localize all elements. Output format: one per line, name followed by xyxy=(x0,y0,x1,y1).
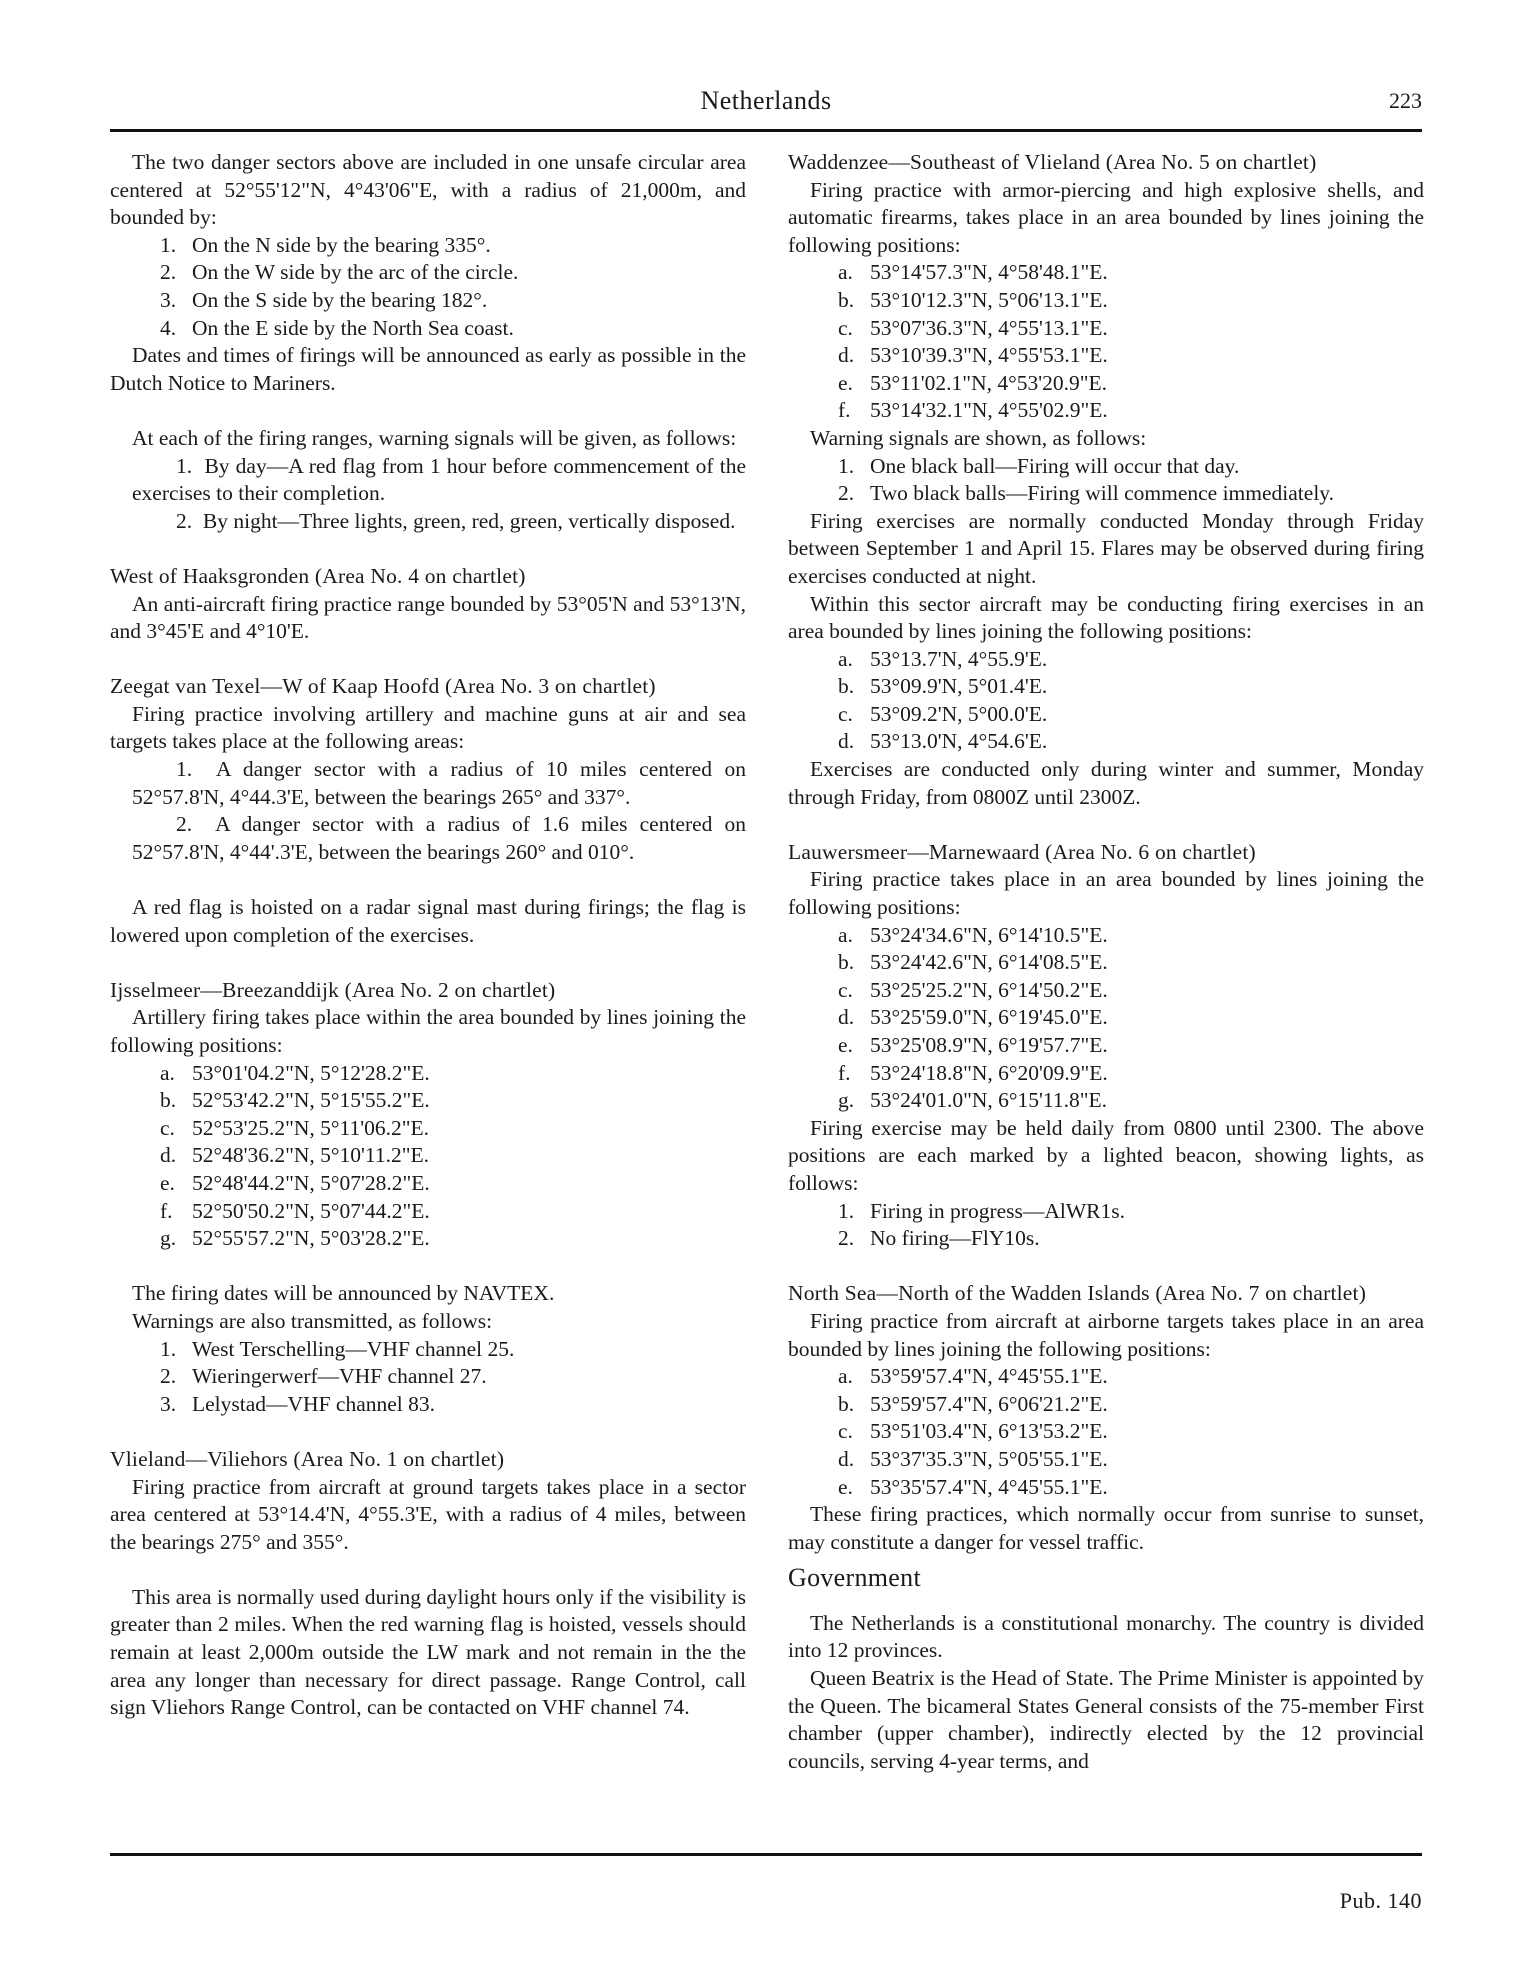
list-item: c. 53°51'03.4"N, 6°13'53.2"E. xyxy=(838,1419,1108,1444)
lights-list xyxy=(788,1198,1424,1253)
list-item: c. 53°25'25.2"N, 6°14'50.2"E. xyxy=(838,977,1108,1002)
positions-list xyxy=(788,1363,1424,1501)
list-item: 2. On the W side by the arc of the circle. xyxy=(160,260,519,285)
signals-intro: Warning signals are shown, as follows: xyxy=(810,425,1147,450)
list-item: 1. A danger sector with a radius of 10 miles centered on 52°57.8'N, 4°44.3'E, between the bearings 265° and 337°. xyxy=(132,757,746,809)
list-item: d. 53°25'59.0"N, 6°19'45.0"E. xyxy=(838,1005,1108,1030)
list-item: e. 53°11'02.1"N, 4°53'20.9"E. xyxy=(838,370,1107,395)
list-item: d. 53°37'35.3"N, 5°05'55.1"E. xyxy=(838,1446,1108,1471)
list-item: 2. By night—Three lights, green, red, green, vertically disposed. xyxy=(176,508,736,533)
section-heading-area-7: North Sea—North of the Wadden Islands (Area No. 7 on chartlet) xyxy=(788,1281,1367,1306)
list-item: b. 53°59'57.4"N, 6°06'21.2"E. xyxy=(838,1391,1108,1416)
section-heading-area-3: Zeegat van Texel—W of Kaap Hoofd (Area No. 3 on chartlet) xyxy=(110,674,656,699)
warnings-paragraph: Warnings are also transmitted, as follows: xyxy=(132,1308,493,1333)
list-item: b. 53°10'12.3"N, 5°06'13.1"E. xyxy=(838,287,1108,312)
list-item: a. 53°01'04.2"N, 5°12'28.2"E. xyxy=(160,1060,430,1085)
bounds-list xyxy=(110,232,746,342)
list-item: 1. One black ball—Firing will occur that day. xyxy=(838,453,1240,478)
area-2-paragraph: Artillery firing takes place within the area bounded by lines joining the following positions: xyxy=(110,1005,746,1057)
positions-list xyxy=(788,259,1424,425)
list-item: f. 53°24'18.8"N, 6°20'09.9"E. xyxy=(838,1060,1108,1085)
list-item: b. 52°53'42.2"N, 5°15'55.2"E. xyxy=(160,1088,430,1113)
section-heading-area-1: Vlieland—Viliehors (Area No. 1 on chartlet) xyxy=(110,1446,505,1471)
list-item: 4. On the E side by the North Sea coast. xyxy=(160,315,514,340)
list-item: f. 53°14'32.1"N, 4°55'02.9"E. xyxy=(838,398,1108,423)
list-item: g. 52°55'57.2"N, 5°03'28.2"E. xyxy=(160,1226,430,1251)
list-item: 1. Firing in progress—AlWR1s. xyxy=(838,1198,1126,1223)
page-header xyxy=(110,86,1422,122)
aircraft-sector-paragraph: Within this sector aircraft may be conducting firing exercises in an area bounded by lines joining the following positions: xyxy=(788,591,1424,644)
exercise-times-paragraph: Exercises are conducted only during winter and summer, Monday through Friday, from 0800Z until 2300Z. xyxy=(788,757,1424,809)
list-item: a. 53°13.7'N, 4°55.9'E. xyxy=(838,646,1048,671)
list-item: 2. Two black balls—Firing will commence immediately. xyxy=(838,481,1335,506)
area-4-paragraph: An anti-aircraft firing practice range bounded by 53°05'N and 53°13'N, and 3°45'E and 4°10'E. xyxy=(110,591,746,644)
section-heading-area-2: Ijsselmeer—Breezanddijk (Area No. 2 on chartlet) xyxy=(110,977,556,1002)
page-title: Netherlands xyxy=(700,86,832,115)
area-1-paragraph: Firing practice from aircraft at ground targets takes place in a sector area centered at 53°14.4'N, 4°55.3'E, with a radius of 4 miles, between the bearings 275° and 355°. xyxy=(110,1474,746,1554)
list-item: e. 52°48'44.2"N, 5°07'28.2"E. xyxy=(160,1170,430,1195)
notice-paragraph: Dates and times of firings will be announced as early as possible in the Dutch Notice to Mariners. xyxy=(110,343,746,395)
positions-list xyxy=(110,1060,746,1253)
sunrise-paragraph: These firing practices, which normally occur from sunrise to sunset, may constitute a danger for vessel traffic. xyxy=(788,1502,1424,1554)
right-column xyxy=(788,149,1424,1775)
section-heading-area-6: Lauwersmeer—Marnewaard (Area No. 6 on chartlet) xyxy=(788,839,1256,864)
list-item: c. 52°53'25.2"N, 5°11'06.2"E. xyxy=(160,1115,429,1140)
publication-label: Pub. 140 xyxy=(1339,1888,1422,1913)
section-heading-area-4: West of Haaksgronden (Area No. 4 on chartlet) xyxy=(110,563,526,588)
signals-list xyxy=(788,453,1424,508)
exercise-schedule-paragraph: Firing exercises are normally conducted Monday through Friday between September 1 and April 15. Flares may be observed during firing exercises conducted at night. xyxy=(788,508,1424,588)
list-item: 3. Lelystad—VHF channel 83. xyxy=(160,1391,436,1416)
intro-paragraph: The two danger sectors above are included in one unsafe circular area centered at 52°55'12"N, 4°43'06"E, with a radius of 21,000m, and bounded by: xyxy=(110,150,746,230)
area-7-paragraph: Firing practice from aircraft at airborne targets takes place in an area bounded by lines joining the following positions: xyxy=(788,1308,1424,1361)
section-heading-area-5: Waddenzee—Southeast of Vlieland (Area No. 5 on chartlet) xyxy=(788,150,1317,174)
list-item: d. 52°48'36.2"N, 5°10'11.2"E. xyxy=(160,1143,429,1168)
range-control-paragraph: This area is normally used during daylight hours only if the visibility is greater than 2 miles. When the red warning flag is hoisted, vessels should remain at least 2,000m outside the LW mark and not remain in the the area any longer than necessary for direct passage. Range Control, call sign Vliehors Range Control, can be contacted on VHF channel 74. xyxy=(110,1584,746,1720)
list-item: e. 53°25'08.9"N, 6°19'57.7"E. xyxy=(838,1033,1108,1057)
list-item: a. 53°59'57.4"N, 4°45'55.1"E. xyxy=(838,1364,1108,1389)
area-5-paragraph: Firing practice with armor-piercing and high explosive shells, and automatic firearms, takes place in an area bounded by lines joining the following positions: xyxy=(788,177,1424,257)
list-item: d. 53°13.0'N, 4°54.6'E. xyxy=(838,729,1048,754)
positions-list xyxy=(788,922,1424,1115)
list-item: 2. A danger sector with a radius of 1.6 miles centered on 52°57.8'N, 4°44'.3'E, between the bearings 260° and 010°. xyxy=(132,812,746,864)
list-item: 1. By day—A red flag from 1 hour before commencement of the exercises to their completion. xyxy=(132,453,746,506)
left-column xyxy=(110,149,746,1722)
list-item: b. 53°09.9'N, 5°01.4'E. xyxy=(838,674,1048,699)
list-item: 1. West Terschelling—VHF channel 25. xyxy=(160,1336,515,1361)
header-rule xyxy=(110,129,1422,132)
list-item: g. 53°24'01.0"N, 6°15'11.8"E. xyxy=(838,1088,1107,1113)
positions-list xyxy=(788,646,1424,756)
list-item: f. 52°50'50.2"N, 5°07'44.2"E. xyxy=(160,1198,430,1223)
red-flag-paragraph: A red flag is hoisted on a radar signal mast during firings; the flag is lowered upon completion of the exercises. xyxy=(110,895,746,947)
warning-signals-paragraph: At each of the firing ranges, warning signals will be given, as follows: xyxy=(132,425,737,450)
list-item: e. 53°35'57.4"N, 4°45'55.1"E. xyxy=(838,1474,1108,1499)
section-title-government: Government xyxy=(788,1563,921,1593)
area-3-paragraph: Firing practice involving artillery and machine guns at air and sea targets takes place at the following areas: xyxy=(110,701,746,754)
list-item: 2. Wieringerwerf—VHF channel 27. xyxy=(160,1364,487,1389)
list-item: a. 53°14'57.3"N, 4°58'48.1"E. xyxy=(838,260,1108,285)
list-item: 3. On the S side by the bearing 182°. xyxy=(160,287,488,312)
page-number: 223 xyxy=(1389,88,1422,113)
list-item: a. 53°24'34.6"N, 6°14'10.5"E. xyxy=(838,922,1108,947)
stations-list xyxy=(110,1336,746,1419)
list-item: d. 53°10'39.3"N, 4°55'53.1"E. xyxy=(838,343,1108,368)
list-item: c. 53°07'36.3"N, 4°55'13.1"E. xyxy=(838,315,1108,340)
list-item: c. 53°09.2'N, 5°00.0'E. xyxy=(838,701,1048,726)
government-paragraph-2: Queen Beatrix is the Head of State. The Prime Minister is appointed by the Queen. The bicameral States General consists of the 75-member First chamber (upper chamber), indirectly elected by the 12 provincial councils, serving 4-year terms, and xyxy=(788,1666,1425,1773)
list-item: b. 53°24'42.6"N, 6°14'08.5"E. xyxy=(838,950,1108,975)
government-paragraph-1: The Netherlands is a constitutional monarchy. The country is divided into 12 provinces. xyxy=(788,1610,1424,1663)
list-item: 2. No firing—FlY10s. xyxy=(838,1226,1040,1251)
footer-rule xyxy=(110,1853,1422,1856)
beacon-paragraph: Firing exercise may be held daily from 0800 until 2300. The above positions are each marked by a lighted beacon, showing lights, as follows: xyxy=(788,1115,1424,1195)
navtex-paragraph: The firing dates will be announced by NAVTEX. xyxy=(132,1281,555,1306)
area-6-paragraph: Firing practice takes place in an area bounded by lines joining the following positions: xyxy=(788,867,1424,920)
list-item: 1. On the N side by the bearing 335°. xyxy=(160,232,491,257)
